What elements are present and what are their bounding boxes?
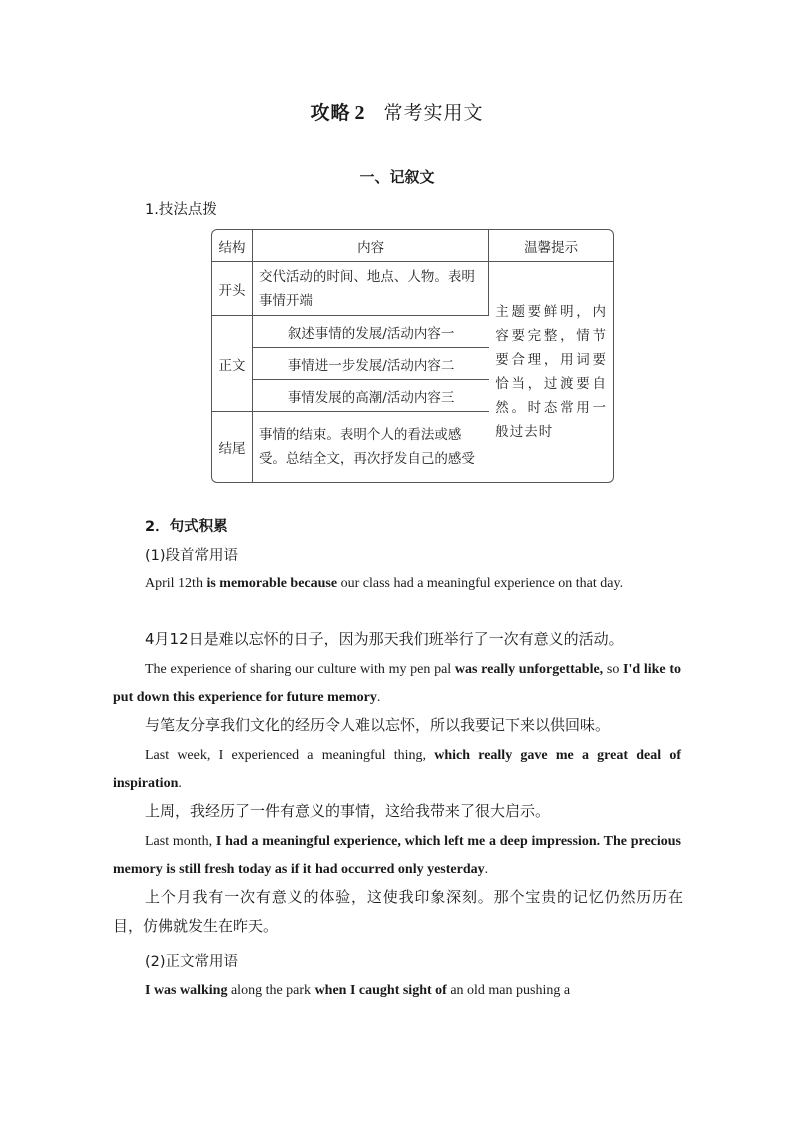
title-number: 2: [354, 102, 366, 124]
sentence-1: April 12th is memorable because our class had a meaningful experience on that day.: [145, 576, 624, 591]
sentence-1-translation: 4月12日是难以忘怀的日子，因为那天我们班举行了一次有意义的活动。: [145, 630, 624, 648]
table-header-row: [212, 230, 613, 262]
row-structure-body: 正文: [212, 316, 253, 412]
row-content: 交代活动的时间、地点、人物。表明事情开端: [253, 262, 489, 316]
structure-table: [211, 229, 614, 483]
row-content: 事情发展的高潮/活动内容三: [253, 380, 489, 412]
sentence-3: Last week, I experienced a meaningful thing, which really gave me a great deal of inspiration.: [113, 748, 682, 791]
sentence-2: The experience of sharing our culture with my pen pal was really unforgettable, so I'd like to put down this experience for future memory.: [113, 662, 682, 705]
header-structure: 结构: [212, 230, 253, 262]
tip-cell: 主题要鲜明，内容要完整，情节要合理，用词要恰当，过渡要自然。时态常用一般过去时: [495, 304, 607, 440]
sentence-2-translation: 与笔友分享我们文化的经历令人难以忘怀，所以我要记下来以供回味。: [145, 716, 611, 734]
row-structure-opening: 开头: [212, 262, 253, 316]
title-text: 常考实用文: [383, 102, 484, 124]
row-structure-ending: 结尾: [212, 412, 253, 482]
table-row: [212, 262, 613, 316]
sentence-4: Last month, I had a meaningful experience, which left me a deep impression. The precious memory is still fresh today as if it had occurred only yesterday.: [113, 834, 681, 877]
title-label: 攻略: [310, 102, 351, 124]
section-heading: 一、记叙文: [359, 168, 435, 186]
header-content: 内容: [253, 230, 489, 262]
row-content: 叙述事情的发展/活动内容一: [253, 316, 489, 348]
sentence-3-translation: 上周，我经历了一件有意义的事情，这给我带来了很大启示。: [145, 802, 551, 820]
header-tip: 温馨提示: [489, 230, 613, 262]
sentence-5: I was walking along the park when I caught sight of an old man pushing a: [145, 983, 571, 998]
page-title: [0, 98, 794, 125]
row-content: 事情进一步发展/活动内容二: [253, 348, 489, 380]
subheading-body-phrases: (2)正文常用语: [145, 954, 239, 970]
row-content: 事情的结束。表明个人的看法或感受。总结全文，再次抒发自己的感受: [258, 427, 475, 467]
subheading-opening-phrases: (1)段首常用语: [145, 548, 239, 564]
subheading-techniques: 1.技法点拨: [145, 202, 217, 218]
subheading-patterns: 2．句式积累: [145, 519, 228, 535]
sentence-4-translation: 上个月我有一次有意义的体验，这使我印象深刻。那个宝贵的记忆仍然历历在目，仿佛就发生在昨天。: [113, 888, 683, 935]
